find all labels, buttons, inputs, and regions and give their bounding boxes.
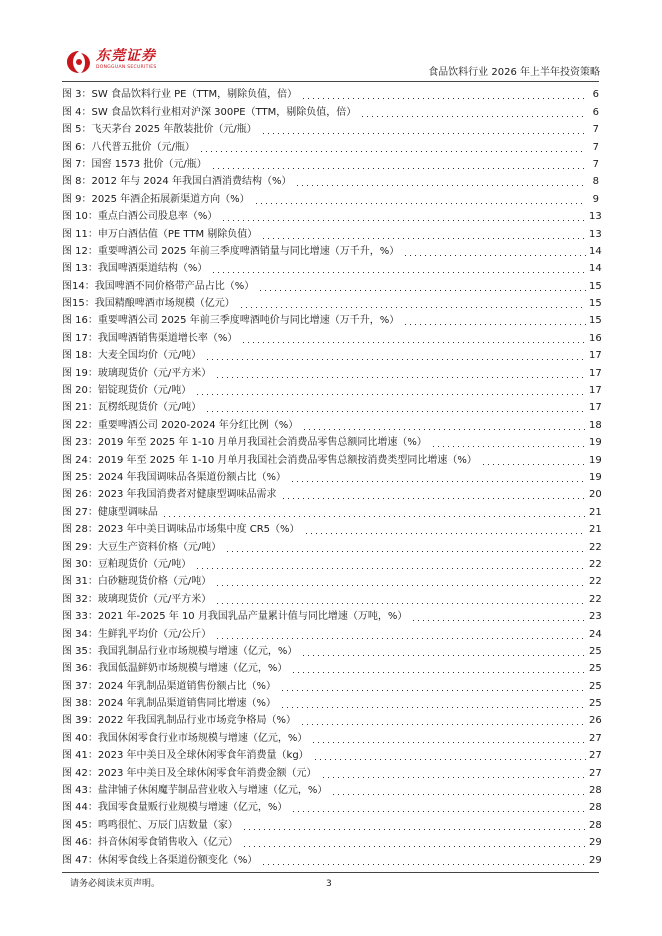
toc-entry-label[interactable]: 图 36：我国低温鲜奶市场规模与增速（亿元，%） [62,663,288,675]
toc-entry-page[interactable]: 29 [589,854,602,866]
toc-entry[interactable] [62,101,599,118]
toc-entry-label[interactable]: 图 30：豆粕现货价（元/吨） [62,558,192,570]
toc-leader-dots [304,526,586,535]
toc-entry[interactable] [62,814,602,831]
toc-leader-dots [261,231,586,240]
toc-leader-dots [205,404,586,413]
toc-entry-label[interactable]: 图 17：我国啤酒销售渠道增长率（%） [62,332,238,344]
toc-leader-dots [321,770,586,779]
toc-entry-label[interactable]: 图14：我国啤酒不同价格带产品占比（%） [62,280,255,292]
toc-entry-page[interactable]: 29 [589,837,602,849]
toc-entry-page[interactable]: 19 [589,471,602,483]
toc-leader-dots [211,161,586,170]
toc-leader-dots [225,544,586,553]
logo-emblem-icon [66,50,92,74]
toc-entry-label[interactable]: 图 3：SW 食品饮料行业 PE（TTM，剔除负值，倍） [62,89,298,101]
toc-entry[interactable] [62,467,602,484]
page-number: 3 [326,879,332,889]
toc-entry-page[interactable]: 17 [589,367,602,379]
company-logo [66,48,176,76]
toc-leader-dots [215,370,586,379]
toc-entry[interactable] [62,832,602,849]
toc-entry[interactable] [62,623,602,640]
toc-leader-dots [311,735,586,744]
logo-subtext: DONGGUAN SECURITIES [96,65,157,70]
toc-leader-dots [302,422,586,431]
toc-entry-page[interactable]: 13 [589,228,602,240]
toc-leader-dots [291,665,586,674]
toc-entry[interactable] [62,571,602,588]
toc-entry-label[interactable]: 图 32：玻璃现货价（元/平方米） [62,593,212,605]
toc-entry[interactable] [62,380,602,397]
toc-entry-page[interactable]: 21 [589,506,602,518]
toc-leader-dots [481,457,586,466]
toc-entry-page[interactable]: 17 [589,385,602,397]
toc-entry-page[interactable]: 7 [592,158,599,170]
toc-leader-dots [254,196,586,205]
toc-entry[interactable] [62,414,602,431]
toc-entry-label[interactable]: 图 38：2024 年乳制品渠道销售同比增速（%） [62,698,277,710]
toc-entry-page[interactable]: 22 [589,576,602,588]
toc-entry[interactable] [62,119,599,136]
toc-entry-label[interactable]: 图 23：2019 年至 2025 年 1-10 月单月我国社会消费品零售总额同比增速（%） [62,437,427,449]
toc-entry[interactable] [62,588,602,605]
toc-entry-page[interactable]: 27 [589,750,602,762]
toc-leader-dots [280,700,586,709]
toc-entry[interactable] [62,501,602,518]
toc-entry-page[interactable]: 15 [589,280,602,292]
toc-leader-dots [431,439,586,448]
toc-entry-label[interactable]: 图 27：健康型调味品 [62,506,158,518]
toc-entry-label[interactable]: 图 9：2025 年酒企拓展新渠道方向（%） [62,193,250,205]
toc-entry-page[interactable]: 25 [589,680,602,692]
toc-entry-label[interactable]: 图 28：2023 年中美日调味品市场集中度 CR5（%） [62,524,300,536]
toc-entry-page[interactable]: 7 [592,124,599,136]
toc-leader-dots [403,317,586,326]
toc-entry[interactable] [62,362,602,379]
toc-entry-label[interactable]: 图 5：飞天茅台 2025 年散装批价（元/瓶） [62,124,257,136]
toc-entry-page[interactable]: 15 [589,298,602,310]
toc-entry-label[interactable]: 图 29：大豆生产资料价格（元/吨） [62,541,222,553]
toc-entry-page[interactable]: 23 [589,611,602,623]
toc-entry-page[interactable]: 28 [589,819,602,831]
toc-entry-page[interactable]: 13 [589,211,602,223]
toc-entry-page[interactable]: 25 [589,698,602,710]
toc-leader-dots [258,283,586,292]
toc-entry[interactable] [62,432,602,449]
toc-entry-page[interactable]: 19 [589,437,602,449]
toc-entry[interactable] [62,154,599,171]
toc-leader-dots [195,561,586,570]
toc-entry[interactable] [62,710,602,727]
toc-entry[interactable] [62,641,602,658]
toc-leader-dots [211,265,586,274]
toc-entry-label[interactable]: 图 44：我国零食量贩行业规模与增速（亿元，%） [62,802,288,814]
toc-leader-dots [221,213,586,222]
toc-entry-page[interactable]: 22 [589,593,602,605]
toc-entry[interactable] [62,606,602,623]
toc-leader-dots [300,717,586,726]
toc-entry[interactable] [62,849,602,866]
toc-leader-dots [290,474,586,483]
toc-entry[interactable] [62,484,602,501]
toc-leader-dots [301,91,586,100]
toc-entry[interactable] [62,258,602,275]
toc-entry[interactable] [62,84,599,101]
toc-entry-page[interactable]: 17 [589,350,602,362]
toc-leader-dots [313,752,586,761]
toc-entry[interactable] [62,327,602,344]
toc-entry-label[interactable]: 图 34：生鲜乳平均价（元/公斤） [62,628,212,640]
toc-entry[interactable] [62,310,602,327]
toc-entry-label[interactable]: 图 10：重点白酒公司股息率（%） [62,211,218,223]
toc-leader-dots [215,578,586,587]
toc-leader-dots [331,787,586,796]
toc-entry-label[interactable]: 图 11：申万白酒估值（PE TTM 剔除负值） [62,228,258,240]
toc-entry-label[interactable]: 图 35：我国乳制品行业市场规模与增速（亿元，%） [62,645,298,657]
toc-entry-page[interactable]: 22 [589,541,602,553]
toc-entry-label[interactable]: 图 6：八代普五批价（元/瓶） [62,141,195,153]
footer-divider [62,872,599,873]
toc-entry[interactable] [62,658,602,675]
toc-entry-page[interactable]: 24 [589,628,602,640]
toc-leader-dots [205,352,586,361]
toc-entry-label[interactable]: 图 8：2012 年与 2024 年我国白酒消费结构（%） [62,176,292,188]
toc-leader-dots [162,509,586,518]
toc-entry[interactable] [62,188,599,205]
toc-entry[interactable] [62,136,599,153]
toc-leader-dots [261,126,586,135]
toc-entry-label[interactable]: 图 31：白砂糖现货价格（元/吨） [62,576,212,588]
toc-entry-label[interactable]: 图 12：重要啤酒公司 2025 年前三季度啤酒销量与同比增速（万千升，%） [62,245,400,257]
toc-leader-dots [360,109,586,118]
toc-entry-page[interactable]: 19 [589,454,602,466]
toc-entry-label[interactable]: 图 39：2022 年我国乳制品行业市场竞争格局（%） [62,715,297,727]
toc-entry-label[interactable]: 图 41：2023 年中美日及全球休闲零食年消费量（kg） [62,750,309,762]
toc-entry[interactable] [62,449,602,466]
toc-entry-page[interactable]: 17 [589,402,602,414]
toc-entry-label[interactable]: 图 20：铝锭现货价（元/吨） [62,385,192,397]
toc-entry-page[interactable]: 8 [592,176,599,188]
toc-entry-label[interactable]: 图 24：2019 年至 2025 年 1-10 月单月我国社会消费品零售总额按消费类型同比增速（%） [62,454,477,466]
toc-entry[interactable] [62,171,599,188]
toc-entry-page[interactable]: 15 [589,315,602,327]
toc-entry-label[interactable]: 图 46：抖音休闲零食销售收入（亿元） [62,837,238,849]
toc-entry-label[interactable]: 图 18：大麦全国均价（元/吨） [62,350,202,362]
toc-entry-page[interactable]: 6 [592,89,599,101]
toc-leader-dots [215,631,586,640]
toc-entry-page[interactable]: 16 [589,332,602,344]
toc-entry[interactable] [62,745,602,762]
toc-entry[interactable] [62,241,602,258]
toc-entry-label[interactable]: 图 4：SW 食品饮料行业相对沪深 300PE（TTM，剔除负值，倍） [62,106,357,118]
toc-leader-dots [280,683,586,692]
toc-entry-page[interactable]: 7 [592,141,599,153]
toc-entry-label[interactable]: 图 19：玻璃现货价（元/平方米） [62,367,212,379]
toc-entry-label[interactable]: 图 25：2024 年我国调味品各渠道份额占比（%） [62,471,287,483]
toc-entry-label[interactable]: 图 7：国窖 1573 批价（元/瓶） [62,158,207,170]
toc-entry-page[interactable]: 22 [589,558,602,570]
toc-leader-dots [281,491,586,500]
toc-leader-dots [411,613,586,622]
toc-leader-dots [239,300,586,309]
toc-entry[interactable] [62,797,602,814]
toc-entry-page[interactable]: 14 [589,245,602,257]
toc-entry-label[interactable]: 图 26：2023 年我国消费者对健康型调味品需求 [62,489,277,501]
toc-entry[interactable] [62,727,602,744]
toc-entry-page[interactable]: 20 [589,489,602,501]
toc-entry-label[interactable]: 图 33：2021 年-2025 年 10 月我国乳品产量累计值与同比增速（万吨，%） [62,611,408,623]
toc-entry-page[interactable]: 25 [589,663,602,675]
toc-entry-page[interactable]: 9 [592,193,599,205]
toc-entry-label[interactable]: 图 21：瓦楞纸现货价（元/吨） [62,402,202,414]
toc-entry-page[interactable]: 28 [589,802,602,814]
toc-entry[interactable] [62,293,602,310]
toc-entry[interactable] [62,762,602,779]
toc-entry[interactable] [62,519,602,536]
toc-entry-page[interactable]: 6 [592,106,599,118]
toc-entry[interactable] [62,780,602,797]
toc-entry-page[interactable]: 18 [589,419,602,431]
toc-leader-dots [301,648,586,657]
toc-entry-label[interactable]: 图15：我国精酿啤酒市场规模（亿元） [62,298,235,310]
toc-entry-label[interactable]: 图 47：休闲零食线上各渠道份额变化（%） [62,854,258,866]
toc-entry-label[interactable]: 图 22：重要啤酒公司 2020-2024 年分红比例（%） [62,419,299,431]
toc-leader-dots [403,248,586,257]
toc-entry-page[interactable]: 27 [589,732,602,744]
toc-entry-page[interactable]: 25 [589,645,602,657]
toc-entry-page[interactable]: 21 [589,524,602,536]
toc-leader-dots [242,839,586,848]
toc-entry-label[interactable]: 图 13：我国啤酒渠道结构（%） [62,263,208,275]
toc-entry[interactable] [62,554,602,571]
page-header [0,0,662,84]
toc-entry-page[interactable]: 28 [589,785,602,797]
toc-entry-label[interactable]: 图 45：鸣鸣很忙、万辰门店数量（家） [62,819,238,831]
report-title: 食品饮料行业 2026 年上半年投资策略 [428,67,600,78]
toc-entry[interactable] [62,345,602,362]
toc-entry[interactable] [62,675,602,692]
figure-index-list [62,84,602,867]
toc-entry[interactable] [62,397,602,414]
toc-entry-label[interactable]: 图 42：2023 年中美日及全球休闲零食年消费金额（元） [62,767,317,779]
toc-entry[interactable] [62,693,602,710]
toc-entry[interactable] [62,536,602,553]
toc-entry-label[interactable]: 图 43：盐津铺子休闲魔芋制品营业收入与增速（亿元，%） [62,785,328,797]
toc-leader-dots [291,804,586,813]
footer-disclaimer: 请务必阅读末页声明。 [70,879,161,889]
toc-entry-label[interactable]: 图 37：2024 年乳制品渠道销售份额占比（%） [62,680,277,692]
header-divider [62,81,599,82]
toc-leader-dots [241,335,586,344]
toc-entry-label[interactable]: 图 16：重要啤酒公司 2025 年前三季度啤酒吨价与同比增速（万千升，%） [62,315,400,327]
toc-leader-dots [195,387,586,396]
toc-leader-dots [261,857,586,866]
toc-entry-page[interactable]: 14 [589,263,602,275]
toc-entry-page[interactable]: 26 [589,715,602,727]
toc-entry[interactable] [62,206,602,223]
toc-entry-label[interactable]: 图 40：我国休闲零食行业市场规模与增速（亿元，%） [62,732,308,744]
toc-leader-dots [295,178,586,187]
toc-leader-dots [215,596,586,605]
toc-entry-page[interactable]: 27 [589,767,602,779]
toc-entry[interactable] [62,223,602,240]
logo-text: 东莞证券 [96,48,156,64]
toc-leader-dots [199,144,586,153]
toc-leader-dots [242,822,586,831]
toc-entry[interactable] [62,275,602,292]
